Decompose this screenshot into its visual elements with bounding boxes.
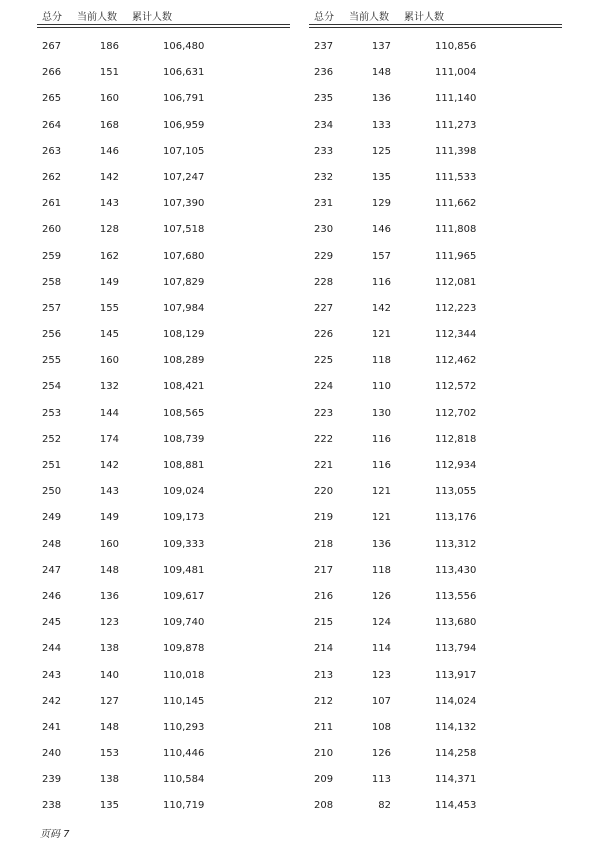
cumulative-count-cell: 107,829 xyxy=(163,276,205,288)
header-double-rule xyxy=(37,24,290,28)
current-count-cell: 108 xyxy=(371,721,391,733)
cumulative-count-cell: 113,680 xyxy=(435,617,477,629)
current-count-cell: 145 xyxy=(99,329,119,341)
current-count-cell: 110 xyxy=(371,381,391,393)
current-count-cell: 155 xyxy=(99,302,119,314)
current-count-cell: 186 xyxy=(99,41,119,52)
current-count-cell: 130 xyxy=(371,407,391,419)
table-row xyxy=(37,322,290,348)
cumulative-count-cell: 108,739 xyxy=(163,433,205,445)
cumulative-count-cell: 108,421 xyxy=(163,381,205,393)
header-current-count: 当前人数 xyxy=(349,12,389,23)
cumulative-count-cell: 108,289 xyxy=(163,355,205,367)
current-count-cell: 142 xyxy=(99,460,119,471)
current-count-cell: 113 xyxy=(371,774,391,786)
current-count-cell: 128 xyxy=(99,224,119,236)
table-row xyxy=(37,453,290,479)
table-row xyxy=(37,296,290,322)
current-count-cell: 135 xyxy=(99,800,119,812)
cumulative-count-cell: 112,702 xyxy=(435,407,477,419)
current-count-cell: 168 xyxy=(99,119,119,131)
table-row xyxy=(309,505,562,531)
cumulative-count-cell: 109,173 xyxy=(163,512,205,524)
table-row xyxy=(37,793,290,819)
header-current-count: 当前人数 xyxy=(77,12,117,23)
cumulative-count-cell: 112,818 xyxy=(435,433,477,445)
table-row xyxy=(37,165,290,191)
score-cell: 236 xyxy=(314,67,334,79)
current-count-cell: 129 xyxy=(371,198,391,210)
score-cell: 260 xyxy=(42,224,62,236)
score-cell: 255 xyxy=(42,355,62,367)
current-count-cell: 133 xyxy=(371,119,391,131)
score-cell: 220 xyxy=(314,486,334,498)
table-row xyxy=(309,741,562,767)
score-cell: 208 xyxy=(314,800,334,812)
cumulative-count-cell: 111,004 xyxy=(435,67,477,79)
current-count-cell: 118 xyxy=(371,564,391,576)
header-score: 总分 xyxy=(314,12,334,23)
cumulative-count-cell: 106,959 xyxy=(163,119,205,131)
cumulative-count-cell: 112,223 xyxy=(435,302,477,314)
score-cell: 217 xyxy=(314,564,334,576)
table-row xyxy=(37,505,290,531)
table-row xyxy=(309,767,562,793)
cumulative-count-cell: 107,518 xyxy=(163,224,205,236)
table-row xyxy=(309,60,562,86)
current-count-cell: 136 xyxy=(371,538,391,550)
cumulative-count-cell: 109,333 xyxy=(163,538,205,550)
cumulative-count-cell: 107,680 xyxy=(163,250,205,262)
current-count-cell: 107 xyxy=(371,695,391,707)
current-count-cell: 136 xyxy=(99,590,119,602)
score-cell: 227 xyxy=(314,302,334,314)
cumulative-count-cell: 111,662 xyxy=(435,198,477,210)
cumulative-count-cell: 106,791 xyxy=(163,93,205,105)
table-row xyxy=(309,636,562,662)
score-cell: 229 xyxy=(314,250,334,262)
score-cell: 209 xyxy=(314,774,334,786)
table-row xyxy=(309,689,562,715)
page-number: 页码 7 xyxy=(40,829,70,840)
header-cumulative-count: 累计人数 xyxy=(404,12,444,23)
current-count-cell: 135 xyxy=(371,171,391,183)
cumulative-count-cell: 109,878 xyxy=(163,643,205,655)
table-row xyxy=(37,532,290,558)
cumulative-count-cell: 113,055 xyxy=(435,486,477,498)
cumulative-count-cell: 111,398 xyxy=(435,145,477,157)
cumulative-count-cell: 108,565 xyxy=(163,407,205,419)
cumulative-count-cell: 107,105 xyxy=(163,145,205,157)
table-row xyxy=(309,479,562,505)
table-row xyxy=(37,86,290,112)
current-count-cell: 116 xyxy=(371,433,391,445)
cumulative-count-cell: 107,390 xyxy=(163,198,205,210)
current-count-cell: 125 xyxy=(371,145,391,157)
current-count-cell: 132 xyxy=(99,381,119,393)
table-row xyxy=(309,270,562,296)
current-count-cell: 123 xyxy=(99,617,119,629)
table-row xyxy=(37,191,290,217)
current-count-cell: 160 xyxy=(99,538,119,550)
cumulative-count-cell: 108,129 xyxy=(163,329,205,341)
current-count-cell: 127 xyxy=(99,695,119,707)
score-cell: 232 xyxy=(314,171,334,183)
current-count-cell: 148 xyxy=(99,564,119,576)
table-row xyxy=(309,584,562,610)
current-count-cell: 144 xyxy=(99,407,119,419)
cumulative-count-cell: 111,965 xyxy=(435,250,477,262)
cumulative-count-cell: 112,344 xyxy=(435,329,477,341)
current-count-cell: 174 xyxy=(99,433,119,445)
score-cell: 213 xyxy=(314,669,334,681)
current-count-cell: 123 xyxy=(371,669,391,681)
score-cell: 253 xyxy=(42,407,62,419)
table-row xyxy=(309,86,562,112)
cumulative-count-cell: 107,247 xyxy=(163,171,205,183)
score-cell: 223 xyxy=(314,407,334,419)
current-count-cell: 126 xyxy=(371,748,391,760)
score-cell: 233 xyxy=(314,145,334,157)
score-cell: 243 xyxy=(42,669,62,681)
table-row xyxy=(309,322,562,348)
score-cell: 250 xyxy=(42,486,62,498)
score-cell: 267 xyxy=(42,41,62,52)
table-header xyxy=(37,0,290,24)
table-row xyxy=(309,244,562,270)
score-cell: 262 xyxy=(42,171,62,183)
current-count-cell: 116 xyxy=(371,276,391,288)
current-count-cell: 140 xyxy=(99,669,119,681)
current-count-cell: 82 xyxy=(378,800,391,812)
table-row xyxy=(309,453,562,479)
table-header xyxy=(309,0,562,24)
right-score-table xyxy=(309,0,562,812)
current-count-cell: 121 xyxy=(371,486,391,498)
score-cell: 244 xyxy=(42,643,62,655)
score-cell: 246 xyxy=(42,590,62,602)
score-cell: 238 xyxy=(42,800,62,812)
score-cell: 242 xyxy=(42,695,62,707)
current-count-cell: 160 xyxy=(99,93,119,105)
cumulative-count-cell: 108,881 xyxy=(163,460,205,471)
current-count-cell: 121 xyxy=(371,329,391,341)
score-cell: 265 xyxy=(42,93,62,105)
score-cell: 222 xyxy=(314,433,334,445)
current-count-cell: 162 xyxy=(99,250,119,262)
score-cell: 219 xyxy=(314,512,334,524)
header-score: 总分 xyxy=(42,12,62,23)
current-count-cell: 138 xyxy=(99,774,119,786)
cumulative-count-cell: 111,533 xyxy=(435,171,477,183)
table-row xyxy=(37,741,290,767)
current-count-cell: 149 xyxy=(99,276,119,288)
cumulative-count-cell: 110,145 xyxy=(163,695,205,707)
cumulative-count-cell: 113,794 xyxy=(435,643,477,655)
cumulative-count-cell: 112,934 xyxy=(435,460,477,471)
current-count-cell: 143 xyxy=(99,198,119,210)
current-count-cell: 148 xyxy=(99,721,119,733)
score-cell: 256 xyxy=(42,329,62,341)
table-row xyxy=(309,165,562,191)
current-count-cell: 149 xyxy=(99,512,119,524)
score-cell: 245 xyxy=(42,617,62,629)
score-cell: 211 xyxy=(314,721,334,733)
table-row xyxy=(37,767,290,793)
current-count-cell: 118 xyxy=(371,355,391,367)
cumulative-count-cell: 110,719 xyxy=(163,800,205,812)
cumulative-count-cell: 114,453 xyxy=(435,800,477,812)
cumulative-count-cell: 114,024 xyxy=(435,695,477,707)
score-cell: 239 xyxy=(42,774,62,786)
score-cell: 241 xyxy=(42,721,62,733)
score-cell: 210 xyxy=(314,748,334,760)
table-row xyxy=(309,217,562,243)
current-count-cell: 142 xyxy=(371,302,391,314)
score-cell: 221 xyxy=(314,460,334,471)
table-row xyxy=(37,427,290,453)
cumulative-count-cell: 110,293 xyxy=(163,721,205,733)
table-row xyxy=(309,715,562,741)
score-cell: 225 xyxy=(314,355,334,367)
cumulative-count-cell: 110,856 xyxy=(435,41,477,52)
score-cell: 248 xyxy=(42,538,62,550)
table-row xyxy=(37,139,290,165)
score-cell: 234 xyxy=(314,119,334,131)
cumulative-count-cell: 110,018 xyxy=(163,669,205,681)
current-count-cell: 137 xyxy=(371,41,391,52)
table-row xyxy=(37,610,290,636)
score-cell: 251 xyxy=(42,460,62,471)
table-row xyxy=(309,348,562,374)
cumulative-count-cell: 110,584 xyxy=(163,774,205,786)
table-row xyxy=(37,244,290,270)
cumulative-count-cell: 106,631 xyxy=(163,67,205,79)
current-count-cell: 160 xyxy=(99,355,119,367)
cumulative-count-cell: 107,984 xyxy=(163,302,205,314)
table-row xyxy=(37,663,290,689)
score-cell: 231 xyxy=(314,198,334,210)
cumulative-count-cell: 111,808 xyxy=(435,224,477,236)
table-row xyxy=(309,532,562,558)
table-row xyxy=(37,348,290,374)
score-cell: 263 xyxy=(42,145,62,157)
cumulative-count-cell: 114,132 xyxy=(435,721,477,733)
table-row xyxy=(37,34,290,60)
cumulative-count-cell: 112,572 xyxy=(435,381,477,393)
score-cell: 240 xyxy=(42,748,62,760)
score-cell: 214 xyxy=(314,643,334,655)
table-row xyxy=(309,558,562,584)
cumulative-count-cell: 111,140 xyxy=(435,93,477,105)
score-cell: 235 xyxy=(314,93,334,105)
table-row xyxy=(309,427,562,453)
cumulative-count-cell: 112,462 xyxy=(435,355,477,367)
score-cell: 249 xyxy=(42,512,62,524)
score-cell: 215 xyxy=(314,617,334,629)
score-cell: 259 xyxy=(42,250,62,262)
cumulative-count-cell: 110,446 xyxy=(163,748,205,760)
table-row xyxy=(309,663,562,689)
score-cell: 237 xyxy=(314,41,334,52)
score-cell: 254 xyxy=(42,381,62,393)
current-count-cell: 136 xyxy=(371,93,391,105)
table-body xyxy=(37,34,290,820)
score-cell: 257 xyxy=(42,302,62,314)
cumulative-count-cell: 113,556 xyxy=(435,590,477,602)
left-score-table xyxy=(37,0,290,812)
cumulative-count-cell: 106,480 xyxy=(163,41,205,52)
cumulative-count-cell: 114,258 xyxy=(435,748,477,760)
score-cell: 247 xyxy=(42,564,62,576)
table-row xyxy=(309,113,562,139)
header-double-rule xyxy=(309,24,562,28)
current-count-cell: 153 xyxy=(99,748,119,760)
table-row xyxy=(309,374,562,400)
score-cell: 212 xyxy=(314,695,334,707)
current-count-cell: 124 xyxy=(371,617,391,629)
current-count-cell: 126 xyxy=(371,590,391,602)
current-count-cell: 146 xyxy=(371,224,391,236)
table-row xyxy=(309,296,562,322)
current-count-cell: 142 xyxy=(99,171,119,183)
cumulative-count-cell: 114,371 xyxy=(435,774,477,786)
score-cell: 258 xyxy=(42,276,62,288)
table-row xyxy=(37,270,290,296)
table-row xyxy=(309,793,562,819)
score-cell: 224 xyxy=(314,381,334,393)
cumulative-count-cell: 109,481 xyxy=(163,564,205,576)
score-cell: 218 xyxy=(314,538,334,550)
table-row xyxy=(309,191,562,217)
table-row xyxy=(37,401,290,427)
cumulative-count-cell: 112,081 xyxy=(435,276,477,288)
current-count-cell: 116 xyxy=(371,460,391,471)
cumulative-count-cell: 113,176 xyxy=(435,512,477,524)
cumulative-count-cell: 109,617 xyxy=(163,590,205,602)
table-row xyxy=(309,401,562,427)
score-cell: 252 xyxy=(42,433,62,445)
current-count-cell: 138 xyxy=(99,643,119,655)
cumulative-count-cell: 109,740 xyxy=(163,617,205,629)
table-row xyxy=(37,217,290,243)
table-row xyxy=(37,584,290,610)
current-count-cell: 148 xyxy=(371,67,391,79)
table-row xyxy=(37,113,290,139)
table-row xyxy=(309,139,562,165)
table-row xyxy=(37,479,290,505)
current-count-cell: 114 xyxy=(371,643,391,655)
score-cell: 216 xyxy=(314,590,334,602)
score-cell: 261 xyxy=(42,198,62,210)
cumulative-count-cell: 113,430 xyxy=(435,564,477,576)
cumulative-count-cell: 109,024 xyxy=(163,486,205,498)
score-cell: 230 xyxy=(314,224,334,236)
table-row xyxy=(37,689,290,715)
current-count-cell: 121 xyxy=(371,512,391,524)
table-row xyxy=(37,715,290,741)
table-row xyxy=(309,34,562,60)
score-cell: 266 xyxy=(42,67,62,79)
table-row xyxy=(37,558,290,584)
score-cell: 228 xyxy=(314,276,334,288)
score-cell: 226 xyxy=(314,329,334,341)
cumulative-count-cell: 113,917 xyxy=(435,669,477,681)
table-row xyxy=(309,610,562,636)
cumulative-count-cell: 111,273 xyxy=(435,119,477,131)
table-row xyxy=(37,60,290,86)
current-count-cell: 151 xyxy=(99,67,119,79)
table-row xyxy=(37,374,290,400)
score-cell: 264 xyxy=(42,119,62,131)
cumulative-count-cell: 113,312 xyxy=(435,538,477,550)
current-count-cell: 146 xyxy=(99,145,119,157)
table-body xyxy=(309,34,562,820)
table-row xyxy=(37,636,290,662)
current-count-cell: 143 xyxy=(99,486,119,498)
header-cumulative-count: 累计人数 xyxy=(132,12,172,23)
current-count-cell: 157 xyxy=(371,250,391,262)
